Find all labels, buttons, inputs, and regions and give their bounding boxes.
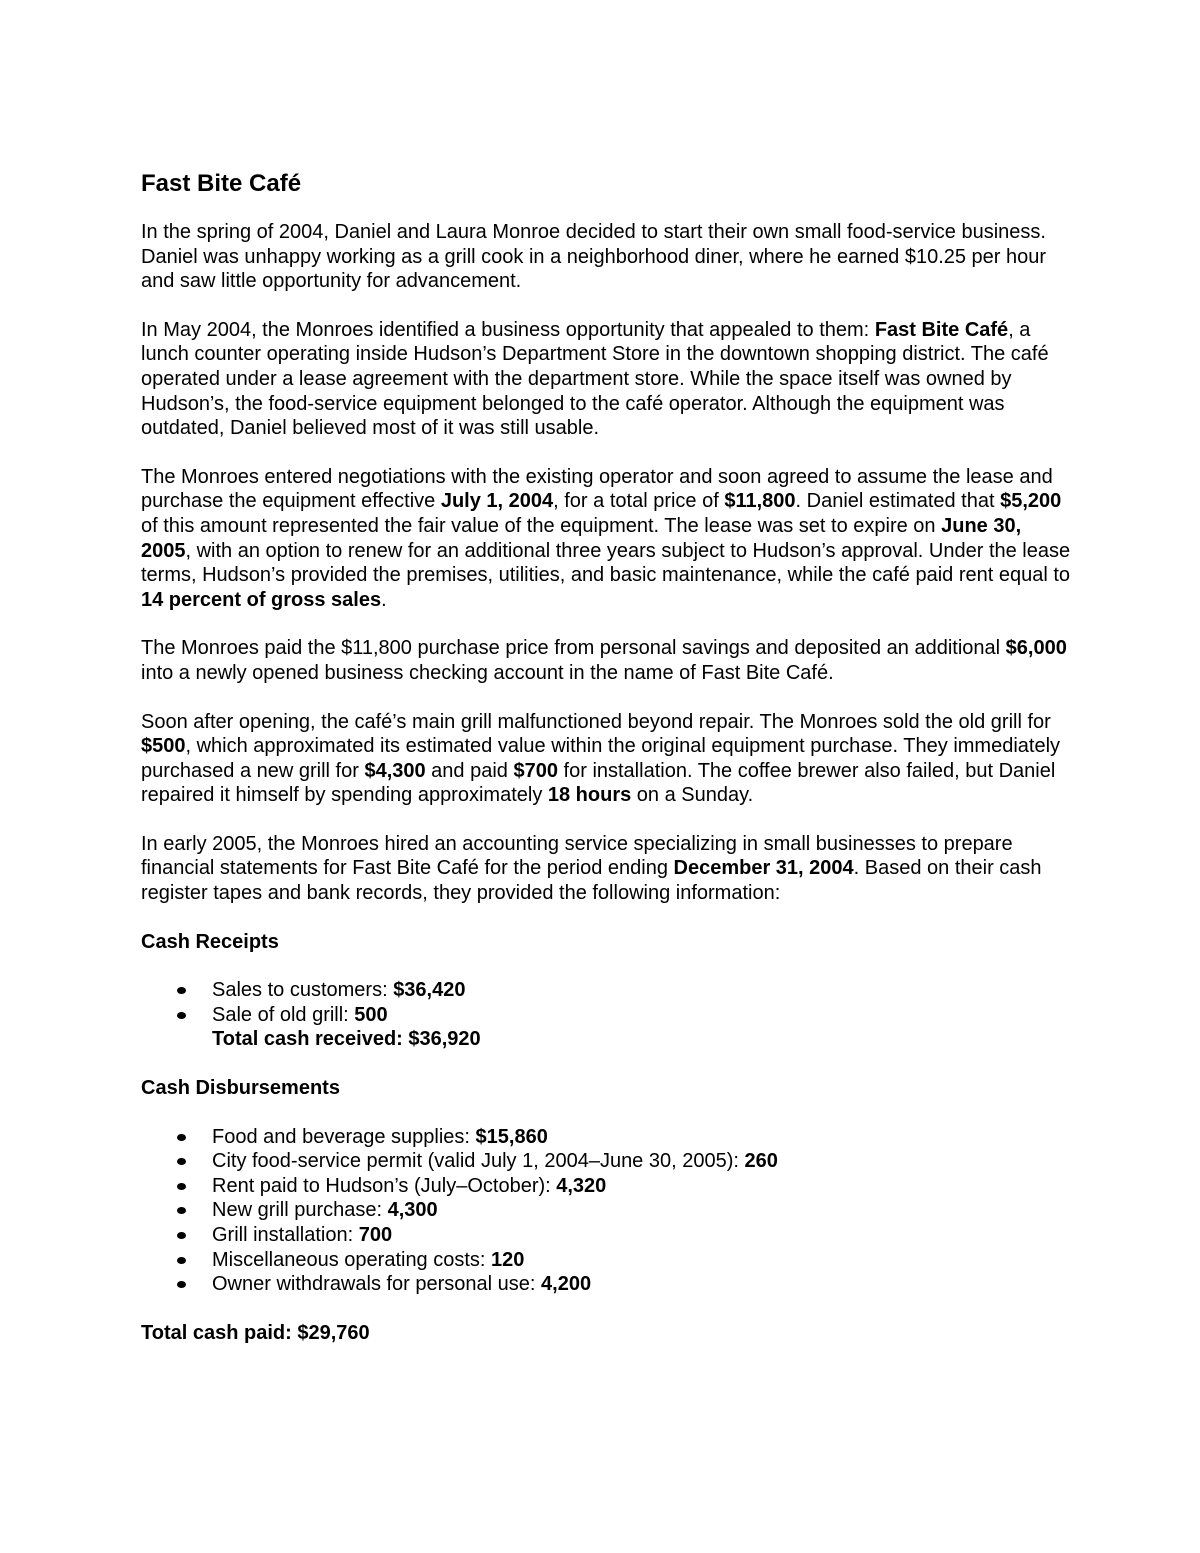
bullet-icon [177, 1281, 186, 1288]
document-title: Fast Bite Café [141, 170, 302, 197]
cash-receipts-heading: Cash Receipts [141, 930, 279, 953]
paragraph-accounting: In early 2005, the Monroes hired an accounting service specializing in small businesses to prepare financial statements for Fast Bite Café for the period ending December 31, 2004. Based on their cash register tapes and bank records, they provided the following information: [141, 832, 1042, 905]
list-item: Miscellaneous operating costs: 120 [141, 1248, 1071, 1273]
bullet-icon [177, 1012, 186, 1019]
list-item: Grill installation: 700 [141, 1223, 1071, 1248]
cash-disbursements-heading: Cash Disbursements [141, 1077, 340, 1100]
bullet-icon [177, 1232, 186, 1239]
list-item: Food and beverage supplies: $15,860 [141, 1125, 1071, 1150]
bullet-icon [177, 1183, 186, 1190]
list-item: Rent paid to Hudson’s (July–October): 4,320 [141, 1174, 1071, 1199]
list-item: Sales to customers: $36,420 [141, 978, 1071, 1003]
document-page [141, 168, 1071, 1369]
paragraph-opportunity: In May 2004, the Monroes identified a business opportunity that appealed to them: Fast Bite Café, a lunch counter operating inside Hudson’s Department Store in the downtown shopping district. The café operated under a lease agreement with the department store. While the space itself was owned by Hudson’s, the food-service equipment belonged to the café operator. Although the equipment was outdated, Daniel believed most of it was still usable. [141, 318, 1049, 440]
cash-receipts-list [141, 978, 1071, 1052]
paragraph-grill: Soon after opening, the café’s main grill malfunctioned beyond repair. The Monroes sold the old grill for $500, which approximated its estimated value within the original equipment purchase. They immediately purchased a new grill for $4,300 and paid $700 for installation. The coffee brewer also failed, but Daniel repaired it himself by spending approximately 18 hours on a Sunday. [141, 710, 1061, 807]
bullet-icon [177, 1158, 186, 1165]
list-item: Owner withdrawals for personal use: 4,200 [141, 1272, 1071, 1297]
paragraph-intro: In the spring of 2004, Daniel and Laura Monroe decided to start their own small food-service business. Daniel was unhappy working as a grill cook in a neighborhood diner, where he earned $10.25 per hour and saw little opportunity for advancement. [141, 221, 1047, 293]
paragraph-negotiations: The Monroes entered negotiations with the existing operator and soon agreed to assume the lease and purchase the equipment effective July 1, 2004, for a total price of $11,800. Daniel estimated that $5,200 of this amount represented the fair value of the equipment. The lease was set to expire on June 30, 2005, with an option to renew for an additional three years subject to Hudson’s approval. Under the lease terms, Hudson’s provided the premises, utilities, and basic maintenance, while the café paid rent equal to 14 percent of gross sales. [141, 465, 1071, 611]
bullet-icon [177, 1134, 186, 1141]
cash-disbursements-total: Total cash paid: $29,760 [141, 1321, 370, 1344]
cash-disbursements-list [141, 1125, 1071, 1297]
bullet-icon [177, 1257, 186, 1264]
list-item: Sale of old grill: 500 [141, 1003, 1071, 1028]
bullet-icon [177, 1207, 186, 1214]
list-item: City food-service permit (valid July 1, 2004–June 30, 2005): 260 [141, 1149, 1071, 1174]
list-item: New grill purchase: 4,300 [141, 1198, 1071, 1223]
bullet-icon [177, 987, 186, 994]
cash-receipts-total: Total cash received: $36,920 [212, 1028, 481, 1051]
paragraph-funding: The Monroes paid the $11,800 purchase price from personal savings and deposited an additional $6,000 into a newly opened business checking account in the name of Fast Bite Café. [141, 637, 1067, 684]
